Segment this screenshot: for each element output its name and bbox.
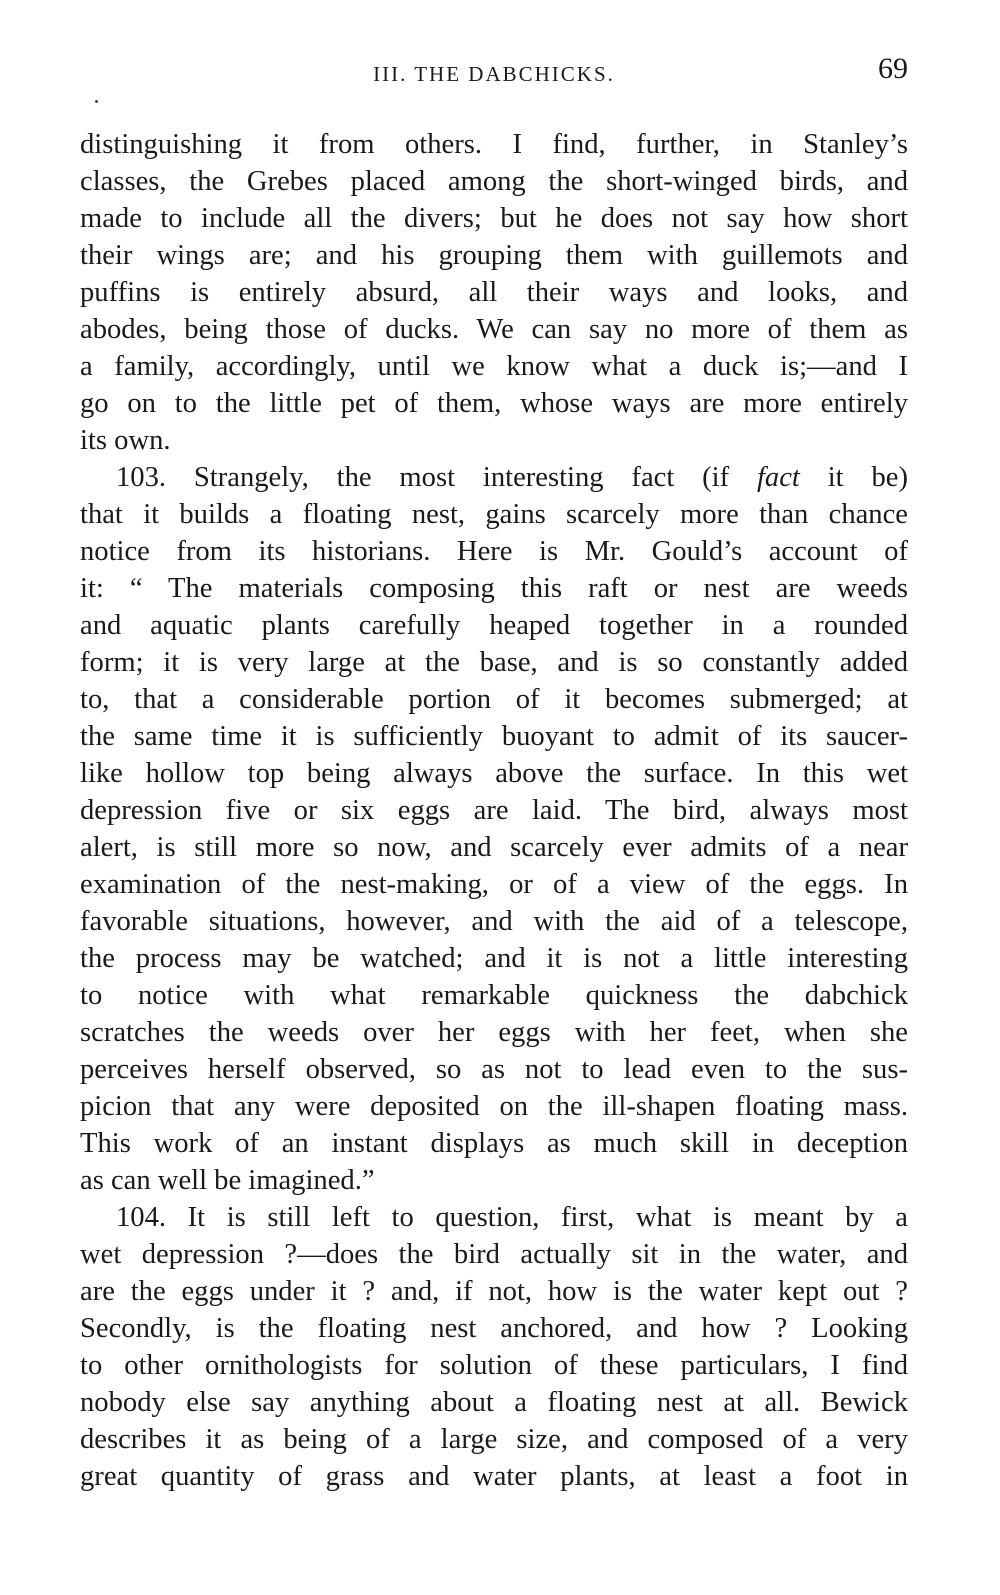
text-line: and aquatic plants carefully heaped together in a rounded xyxy=(80,610,908,641)
text-line: distinguishing it from others. I find, further, in Stanley’s xyxy=(80,129,908,160)
paragraph xyxy=(80,126,908,459)
text-line: depression five or six eggs are laid. The bird, always most xyxy=(80,795,908,826)
text-line: Secondly, is the floating nest anchored, and how ? Looking xyxy=(80,1313,908,1344)
paragraph xyxy=(80,1199,908,1495)
text-line: puffins is entirely absurd, all their ways and looks, and xyxy=(80,277,908,308)
text-line: perceives herself observed, so as not to lead even to the sus- xyxy=(80,1054,908,1085)
italic-word: fact xyxy=(756,462,800,493)
text-line: examination of the nest-making, or of a view of the eggs. In xyxy=(80,869,908,900)
text-line: a family, accordingly, until we know what a duck is;—and I xyxy=(80,351,908,382)
text-line: the process may be watched; and it is not a little interesting xyxy=(80,943,908,974)
text-line: as can well be imagined.” xyxy=(80,1165,375,1196)
paragraph xyxy=(80,459,908,1199)
text-line: favorable situations, however, and with the aid of a telescope, xyxy=(80,906,908,937)
text-line: made to include all the divers; but he does not say how short xyxy=(80,203,908,234)
text-line: nobody else say anything about a floating nest at all. Bewick xyxy=(80,1387,908,1418)
running-head xyxy=(80,52,908,92)
text-line: the same time it is sufficiently buoyant to admit of its saucer- xyxy=(80,721,908,752)
text-line: go on to the little pet of them, whose ways are more entirely xyxy=(80,388,908,419)
running-title: III. THE DABCHICKS. xyxy=(373,62,615,86)
text-line: classes, the Grebes placed among the short-winged birds, and xyxy=(80,166,908,197)
text-line: are the eggs under it ? and, if not, how is the water kept out ? xyxy=(80,1276,908,1307)
text-line: describes it as being of a large size, and composed of a very xyxy=(80,1424,908,1455)
text-line: This work of an instant displays as much skill in deception xyxy=(80,1128,908,1159)
text-line: form; it is very large at the base, and is so constantly added xyxy=(80,647,908,678)
text-line: to notice with what remarkable quickness the dabchick xyxy=(80,980,908,1011)
stray-mark xyxy=(95,100,98,103)
text-line: like hollow top being always above the surface. In this wet xyxy=(80,758,908,789)
text-line: to, that a considerable portion of it becomes submerged; at xyxy=(80,684,908,715)
text-line: to other ornithologists for solution of these particulars, I find xyxy=(80,1350,908,1381)
text-line: picion that any were deposited on the ill-shapen floating mass. xyxy=(80,1091,908,1122)
text-line: that it builds a floating nest, gains scarcely more than chance xyxy=(80,499,908,530)
text-line: alert, is still more so now, and scarcely ever admits of a near xyxy=(80,832,908,863)
text-line: its own. xyxy=(80,425,171,456)
text-line: scratches the weeds over her eggs with her feet, when she xyxy=(80,1017,908,1048)
text-line: great quantity of grass and water plants, at least a foot in xyxy=(80,1461,908,1492)
text-line: their wings are; and his grouping them with guillemots and xyxy=(80,240,908,271)
text-line: it: “ The materials composing this raft or nest are weeds xyxy=(80,573,908,604)
body-text xyxy=(80,126,908,1495)
page-number: 69 xyxy=(878,52,908,85)
text-line: wet depression ?—does the bird actually sit in the water, and xyxy=(80,1239,908,1270)
text-line: 104. It is still left to question, first, what is meant by a xyxy=(116,1202,908,1233)
text-line: abodes, being those of ducks. We can say no more of them as xyxy=(80,314,908,345)
text-line: 103. Strangely, the most interesting fact (if fact it be) xyxy=(116,462,908,493)
text-line: notice from its historians. Here is Mr. Gould’s account of xyxy=(80,536,908,567)
